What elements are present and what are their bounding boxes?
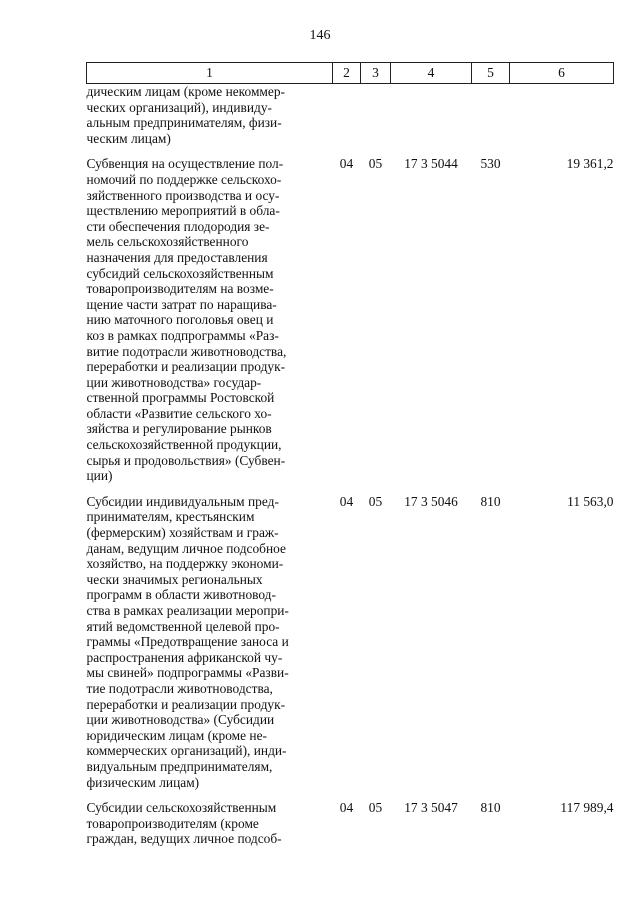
description-line: ственной программы Ростовской	[86, 390, 275, 406]
description-line: зяйства и регулирование рынков	[86, 421, 272, 437]
row-description	[87, 790, 333, 847]
description-line: дическим лицам (кроме некоммер-	[86, 84, 285, 99]
description-line: номочий по поддержке сельскохо-	[86, 171, 282, 187]
description-line: Субсидии сельскохозяйственным	[86, 800, 277, 816]
description-line: видуальным предпринимателям,	[86, 758, 273, 774]
description-line: сельскохозяйственной продукции,	[86, 437, 282, 453]
description-line: субсидий сельскохозяйственным	[86, 265, 274, 281]
description-line: программ в области животновод-	[86, 587, 276, 603]
target-article-code	[391, 84, 472, 147]
amount: 11 563,0	[567, 493, 614, 509]
description-line: мель сельскохозяйственного	[86, 234, 249, 250]
row-description	[87, 84, 333, 147]
description-line: чески значимых региональных	[86, 571, 263, 587]
description-line: принимателям, крестьянским	[86, 509, 255, 525]
amount: 19 361,2	[566, 156, 614, 172]
budget-table	[86, 62, 614, 847]
table-header	[87, 63, 614, 84]
row-description	[87, 146, 333, 483]
column-header-2: 2	[333, 63, 361, 84]
column-header-5: 5	[472, 63, 510, 84]
description-line: товаропроизводителям (кроме	[86, 815, 259, 831]
description-line: альным предпринимателям, физи-	[86, 115, 282, 131]
page-number: 146	[309, 28, 331, 43]
subsection-code: 05	[368, 156, 383, 172]
subsection-code: 05	[368, 493, 383, 509]
description-line: ции)	[86, 468, 113, 484]
expense-type-code	[472, 84, 510, 147]
description-line: нию маточного поголовья овец и	[86, 312, 274, 328]
description-line: мы свиней» подпрограммы «Разви-	[86, 665, 289, 681]
target-article-code: 17 3 5047	[404, 800, 458, 816]
description-line: физическим лицам)	[86, 774, 200, 790]
table-row	[87, 484, 614, 790]
section-code: 04	[339, 493, 354, 509]
description-line: товаропроизводителям на возме-	[86, 281, 274, 297]
description-line: юридическим лицам (кроме не-	[86, 727, 268, 743]
table-row	[87, 84, 614, 147]
description-line: хозяйство, на поддержку экономи-	[86, 556, 284, 572]
column-header-6: 6	[510, 63, 614, 84]
description-line: витие подотрасли животноводства,	[86, 343, 287, 359]
description-line: тие подотрасли животноводства,	[86, 680, 273, 696]
description-line: сырья и продовольствия» (Субвен-	[86, 452, 286, 468]
table-row	[87, 146, 614, 483]
description-line: ществлению мероприятий в обла-	[86, 203, 280, 219]
description-line: сти обеспечения плодородия зе-	[86, 218, 270, 234]
description-line: переработки и реализации продук-	[86, 696, 286, 712]
target-article-code: 17 3 5046	[404, 493, 458, 509]
amount	[510, 84, 614, 147]
description-line: данам, ведущим личное подсобное	[86, 540, 286, 556]
description-line: щение части затрат по наращива-	[86, 296, 277, 312]
target-article-code: 17 3 5044	[404, 156, 458, 172]
column-header-4: 4	[391, 63, 472, 84]
description-line: (фермерским) хозяйствам и граж-	[86, 525, 279, 541]
section-code	[333, 84, 361, 147]
description-line: ции животноводства» государ-	[86, 374, 262, 390]
expense-type-code: 810	[480, 493, 501, 509]
description-line: Субсидии индивидуальным пред-	[86, 493, 279, 509]
amount: 117 989,4	[560, 800, 614, 816]
description-line: ства в рамках реализации меропри-	[86, 603, 289, 618]
description-line: граммы «Предотвращение заноса и	[86, 634, 289, 650]
column-header-1: 1	[87, 63, 333, 84]
description-line: распространения африканской чу-	[86, 649, 283, 665]
subsection-code: 05	[368, 800, 383, 816]
table-row	[87, 790, 614, 847]
expense-type-code: 810	[480, 800, 501, 816]
description-line: граждан, ведущих личное подсоб-	[86, 831, 282, 847]
expense-type-code: 530	[480, 156, 501, 172]
description-line: ятий ведомственной целевой про-	[86, 618, 280, 634]
section-code: 04	[339, 156, 354, 172]
description-line: ческих организаций), индивиду-	[86, 99, 272, 115]
description-line: области «Развитие сельского хо-	[86, 405, 272, 421]
section-code: 04	[339, 800, 354, 816]
column-header-3: 3	[361, 63, 391, 84]
description-line: ческим лицам)	[86, 130, 171, 146]
subsection-code	[361, 84, 391, 147]
table-body	[87, 84, 614, 847]
description-line: переработки и реализации продук-	[86, 359, 286, 375]
description-line: Субвенция на осуществление пол-	[86, 156, 284, 172]
description-line: зяйственного производства и осу-	[86, 187, 280, 203]
row-description	[87, 484, 333, 790]
description-line: назначения для предоставления	[86, 249, 268, 265]
description-line: коммерческих организаций), инди-	[86, 743, 287, 759]
description-line: ции животноводства» (Субсидии	[86, 712, 275, 728]
description-line: коз в рамках подпрограммы «Раз-	[86, 327, 279, 343]
